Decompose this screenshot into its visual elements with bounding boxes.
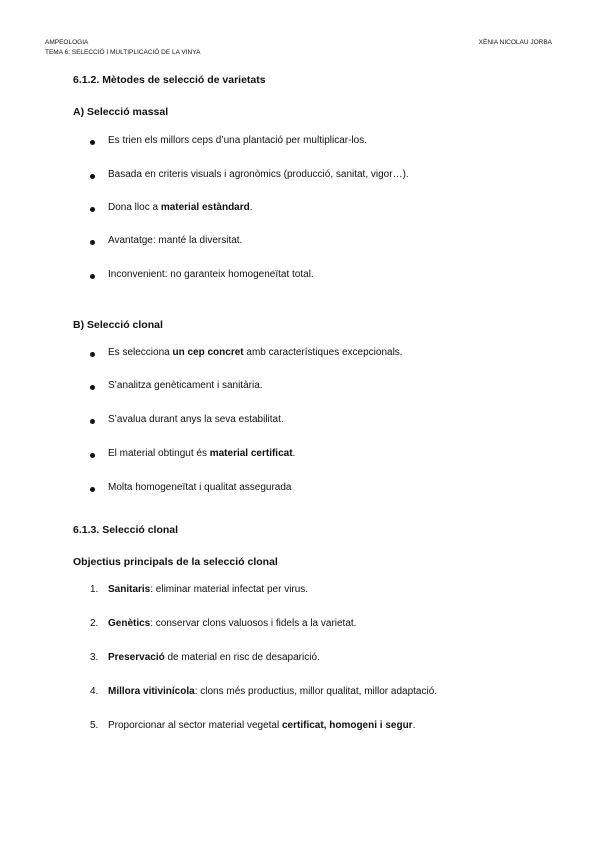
bullet-icon <box>90 140 95 145</box>
author-name: XÈNIA NICOLAU JORBA <box>478 39 552 46</box>
bullet-icon <box>90 385 95 390</box>
subsection-title-massal: A) Selecció massal <box>73 106 169 118</box>
objectives-title: Objectius principals de la selecció clonal <box>73 556 278 568</box>
list-item: Avantatge: manté la diversitat. <box>108 235 243 246</box>
section-title-612: 6.1.2. Mètodes de selecció de varietats <box>73 74 266 86</box>
list-item: Inconvenient: no garanteix homogeneïtat total. <box>108 269 314 280</box>
bullet-icon <box>90 419 95 424</box>
bullet-icon <box>90 487 95 492</box>
course-name: AMPEOLOGIA <box>45 39 89 46</box>
bullet-icon <box>90 240 95 245</box>
list-item: Proporcionar al sector material vegetal certificat, homogeni i segur. <box>108 720 416 731</box>
list-item: Basada en criteris visuals i agronòmics (producció, sanitat, vigor…). <box>108 169 409 180</box>
section-title-613: 6.1.3. Selecció clonal <box>73 524 179 536</box>
bullet-icon <box>90 453 95 458</box>
list-item: Es trien els millors ceps d’una plantació per multiplicar-los. <box>108 135 367 146</box>
list-item: Genètics: conservar clons valuosos i fidels a la varietat. <box>108 618 357 629</box>
running-header-left <box>45 38 200 58</box>
bullet-icon <box>90 207 95 212</box>
list-item: Millora vitivinícola: clons més productius, millor qualitat, millor adaptació. <box>108 686 438 697</box>
list-item: El material obtingut és material certificat. <box>108 448 296 459</box>
list-item: Sanitaris: eliminar material infectat per virus. <box>108 584 309 595</box>
list-number: 3. <box>90 652 99 663</box>
list-number: 5. <box>90 720 99 731</box>
list-item: Es selecciona un cep concret amb característiques excepcionals. <box>108 347 403 358</box>
list-number: 4. <box>90 686 99 697</box>
list-item: Preservació de material en risc de desaparició. <box>108 652 320 663</box>
subsection-title-clonal: B) Selecció clonal <box>73 319 163 331</box>
list-item: S’avalua durant anys la seva estabilitat. <box>108 414 284 425</box>
list-number: 2. <box>90 618 99 629</box>
topic-name: TEMA 6: SELECCIÓ I MULTIPLICACIÓ DE LA VINYA <box>45 49 201 56</box>
list-item: Dona lloc a material estàndard. <box>108 202 253 213</box>
bullet-icon <box>90 352 95 357</box>
bullet-icon <box>90 174 95 179</box>
list-item: S’analitza genèticament i sanitària. <box>108 380 263 391</box>
list-item: Molta homogeneïtat i qualitat assegurada <box>108 482 292 493</box>
bullet-icon <box>90 274 95 279</box>
list-number: 1. <box>90 584 99 595</box>
